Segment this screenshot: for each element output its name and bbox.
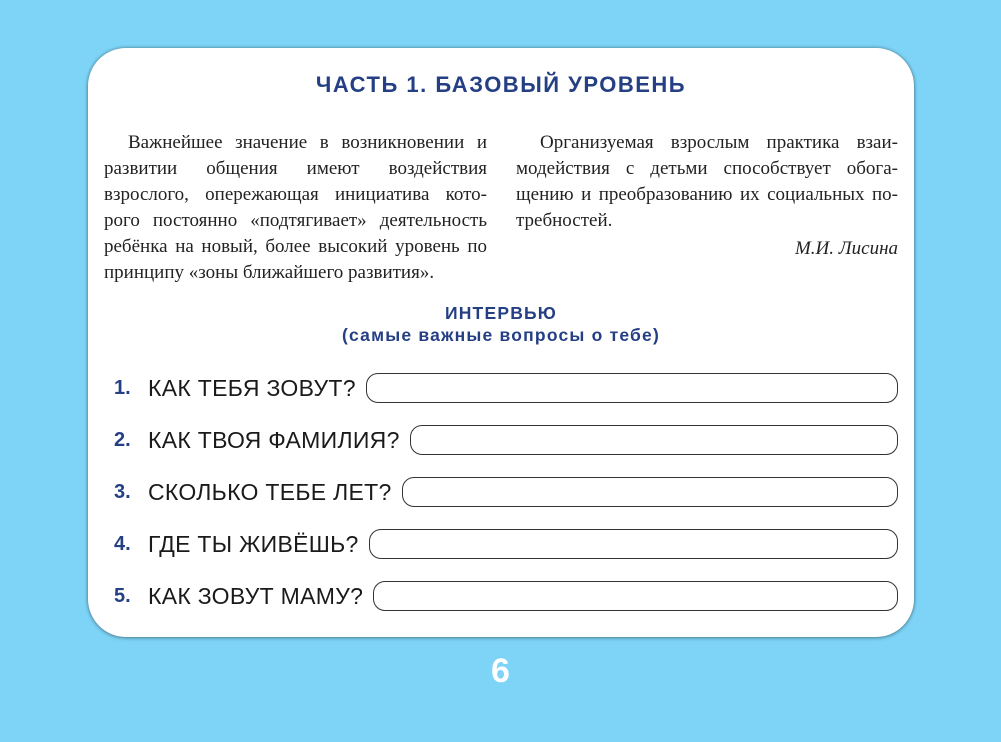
intro-right-paragraph: Организуемая взрослым практика взаи-модействия с детьми способствует обога-щению и преобразованию их социальных по-требностей.: [516, 132, 898, 231]
intro-left-paragraph: Важнейшее значение в возникновении и развитии общения имеют воздействия взрослого, опережающая инициатива кото-рого постоянно «подтягивает» деятельность ребёнка на новый, более высокий уровень по принципу «зоны ближайшего развития».: [104, 132, 487, 283]
question-row: [114, 371, 898, 405]
question-number: 5.: [114, 584, 131, 607]
interview-subtitle: (самые важные вопросы о тебе): [341, 325, 661, 345]
answer-field-surname[interactable]: [410, 425, 898, 455]
question-text: КАК ТЕБЯ ЗОВУТ?: [148, 374, 356, 401]
interview-heading: [88, 302, 914, 346]
intro-right-column: [516, 130, 898, 262]
question-row: [114, 423, 898, 457]
question-row: [114, 579, 898, 613]
answer-field-name[interactable]: [366, 373, 898, 403]
answer-field-mother-name[interactable]: [373, 581, 898, 611]
question-number: 4.: [114, 532, 131, 555]
question-text: КАК ТВОЯ ФАМИЛИЯ?: [148, 426, 400, 453]
question-number: 3.: [114, 480, 131, 503]
question-number: 1.: [114, 376, 131, 399]
worksheet-card: [88, 48, 914, 637]
page-title: ЧАСТЬ 1. БАЗОВЫЙ УРОВЕНЬ: [315, 72, 687, 97]
answer-field-address[interactable]: [369, 529, 898, 559]
quote-author: М.И. Лисина: [794, 238, 898, 259]
question-text: КАК ЗОВУТ МАМУ?: [148, 582, 364, 609]
intro-left-column: [104, 130, 487, 286]
question-row: [114, 475, 898, 509]
answer-field-age[interactable]: [402, 477, 898, 507]
question-text: ГДЕ ТЫ ЖИВЁШЬ?: [148, 530, 359, 557]
question-number: 2.: [114, 428, 131, 451]
question-text: СКОЛЬКО ТЕБЕ ЛЕТ?: [148, 478, 392, 505]
question-row: [114, 527, 898, 561]
page-number: 6: [491, 652, 510, 690]
interview-title: ИНТЕРВЬЮ: [444, 303, 558, 323]
